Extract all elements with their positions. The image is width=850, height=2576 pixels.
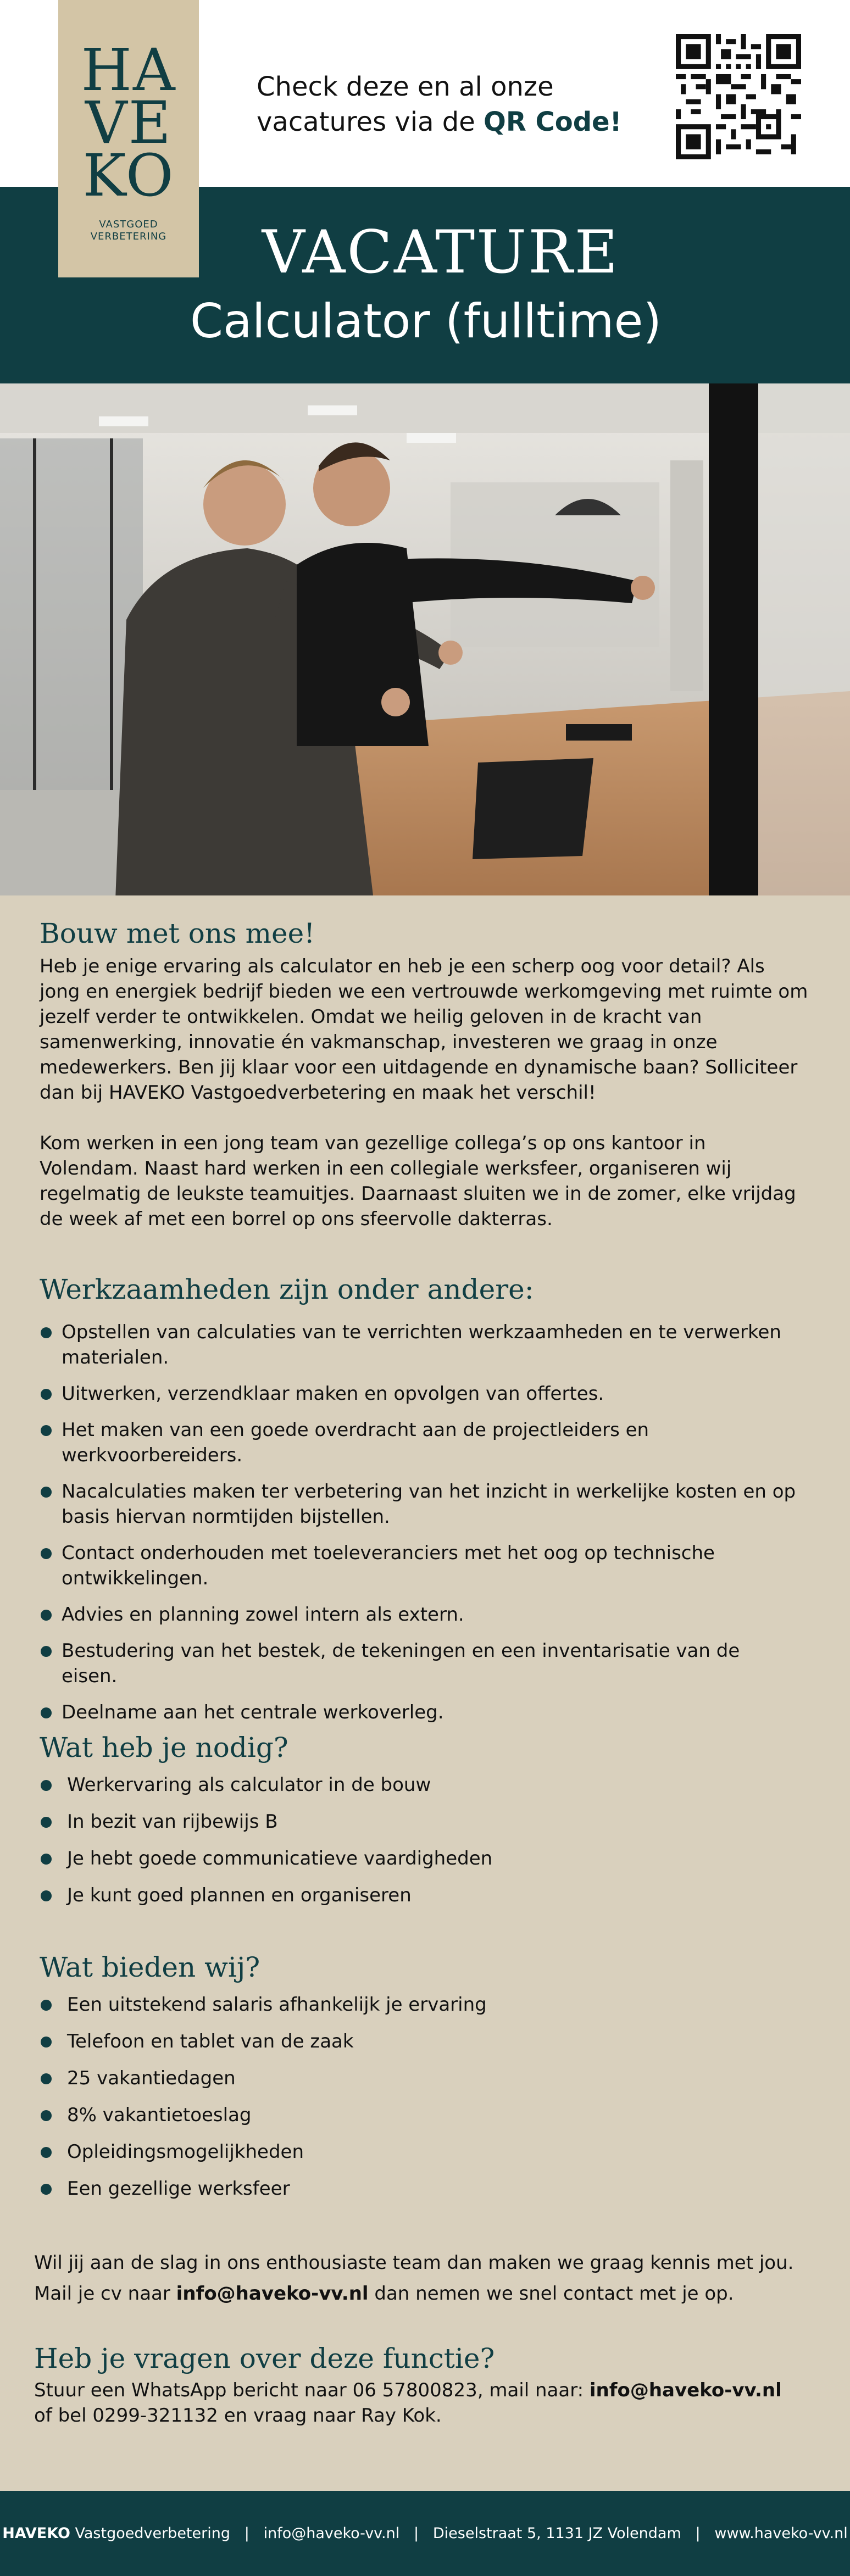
list-item: Bestudering van het bestek, de tekeningen en een inventarisatie van de eisen. (40, 1638, 798, 1689)
vacancy-title: VACATURE (262, 218, 620, 287)
list-item: Telefoon en tablet van de zaak (40, 2029, 809, 2054)
needs-heading: Wat heb je nodig? (40, 1732, 288, 1763)
list-item: 25 vakantiedagen (40, 2066, 809, 2091)
questions-section (34, 2341, 803, 2428)
list-item: Advies en planning zowel intern als extern. (40, 1602, 798, 1627)
list-item: In bezit van rijbewijs B (40, 1809, 809, 1834)
tasks-section (40, 1272, 809, 1725)
questions-email-link[interactable]: info@haveko-vv.nl (589, 2379, 782, 2401)
list-item: 8% vakantietoeslag (40, 2102, 809, 2128)
logo-subtitle: VASTGOED VERBETERING (90, 219, 167, 242)
list-item: Het maken van een goede overdracht aan de projectleiders en werkvoorbereiders. (40, 1417, 798, 1468)
footer: HAVEKO Vastgoedverbetering | info@haveko-vv.nl | Dieselstraat 5, 1131 JZ Volendam | www.haveko-vv.nl (0, 2491, 850, 2576)
offer-list (40, 1992, 809, 2201)
vacancy-subtitle: Calculator (fulltime) (190, 294, 662, 349)
apply-section (34, 2250, 803, 2306)
footer-brand: HAVEKO (2, 2525, 70, 2542)
office-photo (0, 383, 850, 895)
footer-address: Dieselstraat 5, 1131 JZ Volendam (432, 2525, 681, 2542)
offer-heading: Wat bieden wij? (40, 1951, 260, 1983)
list-item: Deelname aan het centrale werkoverleg. (40, 1700, 798, 1725)
qr-callout: Check deze en al onze vacatures via de QR Code! (257, 71, 622, 137)
list-item: Opleidingsmogelijkheden (40, 2139, 809, 2165)
haveko-logo (58, 0, 199, 277)
offer-section (40, 1950, 809, 2201)
list-item: Contact onderhouden met toeleveranciers met het oog op technische ontwikkelingen. (40, 1540, 798, 1591)
list-item: Een uitstekend salaris afhankelijk je ervaring (40, 1992, 809, 2017)
apply-line-2: Mail je cv naar info@haveko-vv.nl dan nemen we snel contact met je op. (34, 2283, 734, 2305)
qr-code-icon[interactable] (676, 34, 801, 159)
footer-website-link[interactable]: www.haveko-vv.nl (714, 2525, 848, 2542)
list-item: Uitwerken, verzendklaar maken en opvolgen van offertes. (40, 1381, 798, 1406)
intro-paragraph-1: Heb je enige ervaring als calculator en heb je een scherp oog voor detail? Als jong en energiek bedrijf bieden we een vertrouwde werkomgeving met ruimte om jezelf verder te ontwikkelen. Omdat we heilig geloven in de kracht van samenwerking, innovatie én vakmanschap, investeren we graag in onze medewerkers. Ben jij klaar voor een uitdagende en dynamische baan? Solliciteer dan bij HAVEKO Vastgoedverbetering en maak het verschil! (40, 955, 808, 1104)
questions-heading: Heb je vragen over deze functie? (34, 2343, 495, 2374)
logo-letters: HA VE KO (81, 36, 176, 209)
list-item: Je kunt goed plannen en organiseren (40, 1883, 809, 1908)
needs-list (40, 1772, 809, 1908)
list-item: Nacalculaties maken ter verbetering van het inzicht in werkelijke kosten en op basis hiervan normtijden bijstellen. (40, 1479, 798, 1529)
intro-heading: Bouw met ons mee! (40, 917, 315, 949)
list-item: Een gezellige werksfeer (40, 2176, 809, 2201)
tasks-heading: Werkzaamheden zijn onder andere: (40, 1273, 534, 1305)
list-item: Je hebt goede communicatieve vaardigheden (40, 1846, 809, 1871)
list-item: Opstellen van calculaties van te verrichten werkzaamheden en te verwerken materialen. (40, 1320, 798, 1370)
footer-email-link[interactable]: info@haveko-vv.nl (263, 2525, 400, 2542)
intro-paragraph-2: Kom werken in een jong team van gezellige collega’s op ons kantoor in Volendam. Naast hard werken in een collegiale werksfeer, organiseren wij regelmatig de leukste teamuitjes. Daarnaast sluiten we in de zomer, elke vrijdag de week af met een borrel op ons sfeervolle dakterras. (40, 1132, 796, 1230)
apply-email-link[interactable]: info@haveko-vv.nl (176, 2283, 369, 2305)
tasks-list (40, 1320, 798, 1725)
questions-text: Stuur een WhatsApp bericht naar 06 57800823, mail naar: info@haveko-vv.nl of bel 0299-321132 en vraag naar Ray Kok. (34, 2379, 782, 2427)
needs-section (40, 1731, 809, 1908)
intro-section (40, 916, 809, 1232)
list-item: Werkervaring als calculator in de bouw (40, 1772, 809, 1798)
apply-line-1: Wil jij aan de slag in ons enthousiaste team dan maken we graag kennis met jou. (34, 2252, 794, 2274)
